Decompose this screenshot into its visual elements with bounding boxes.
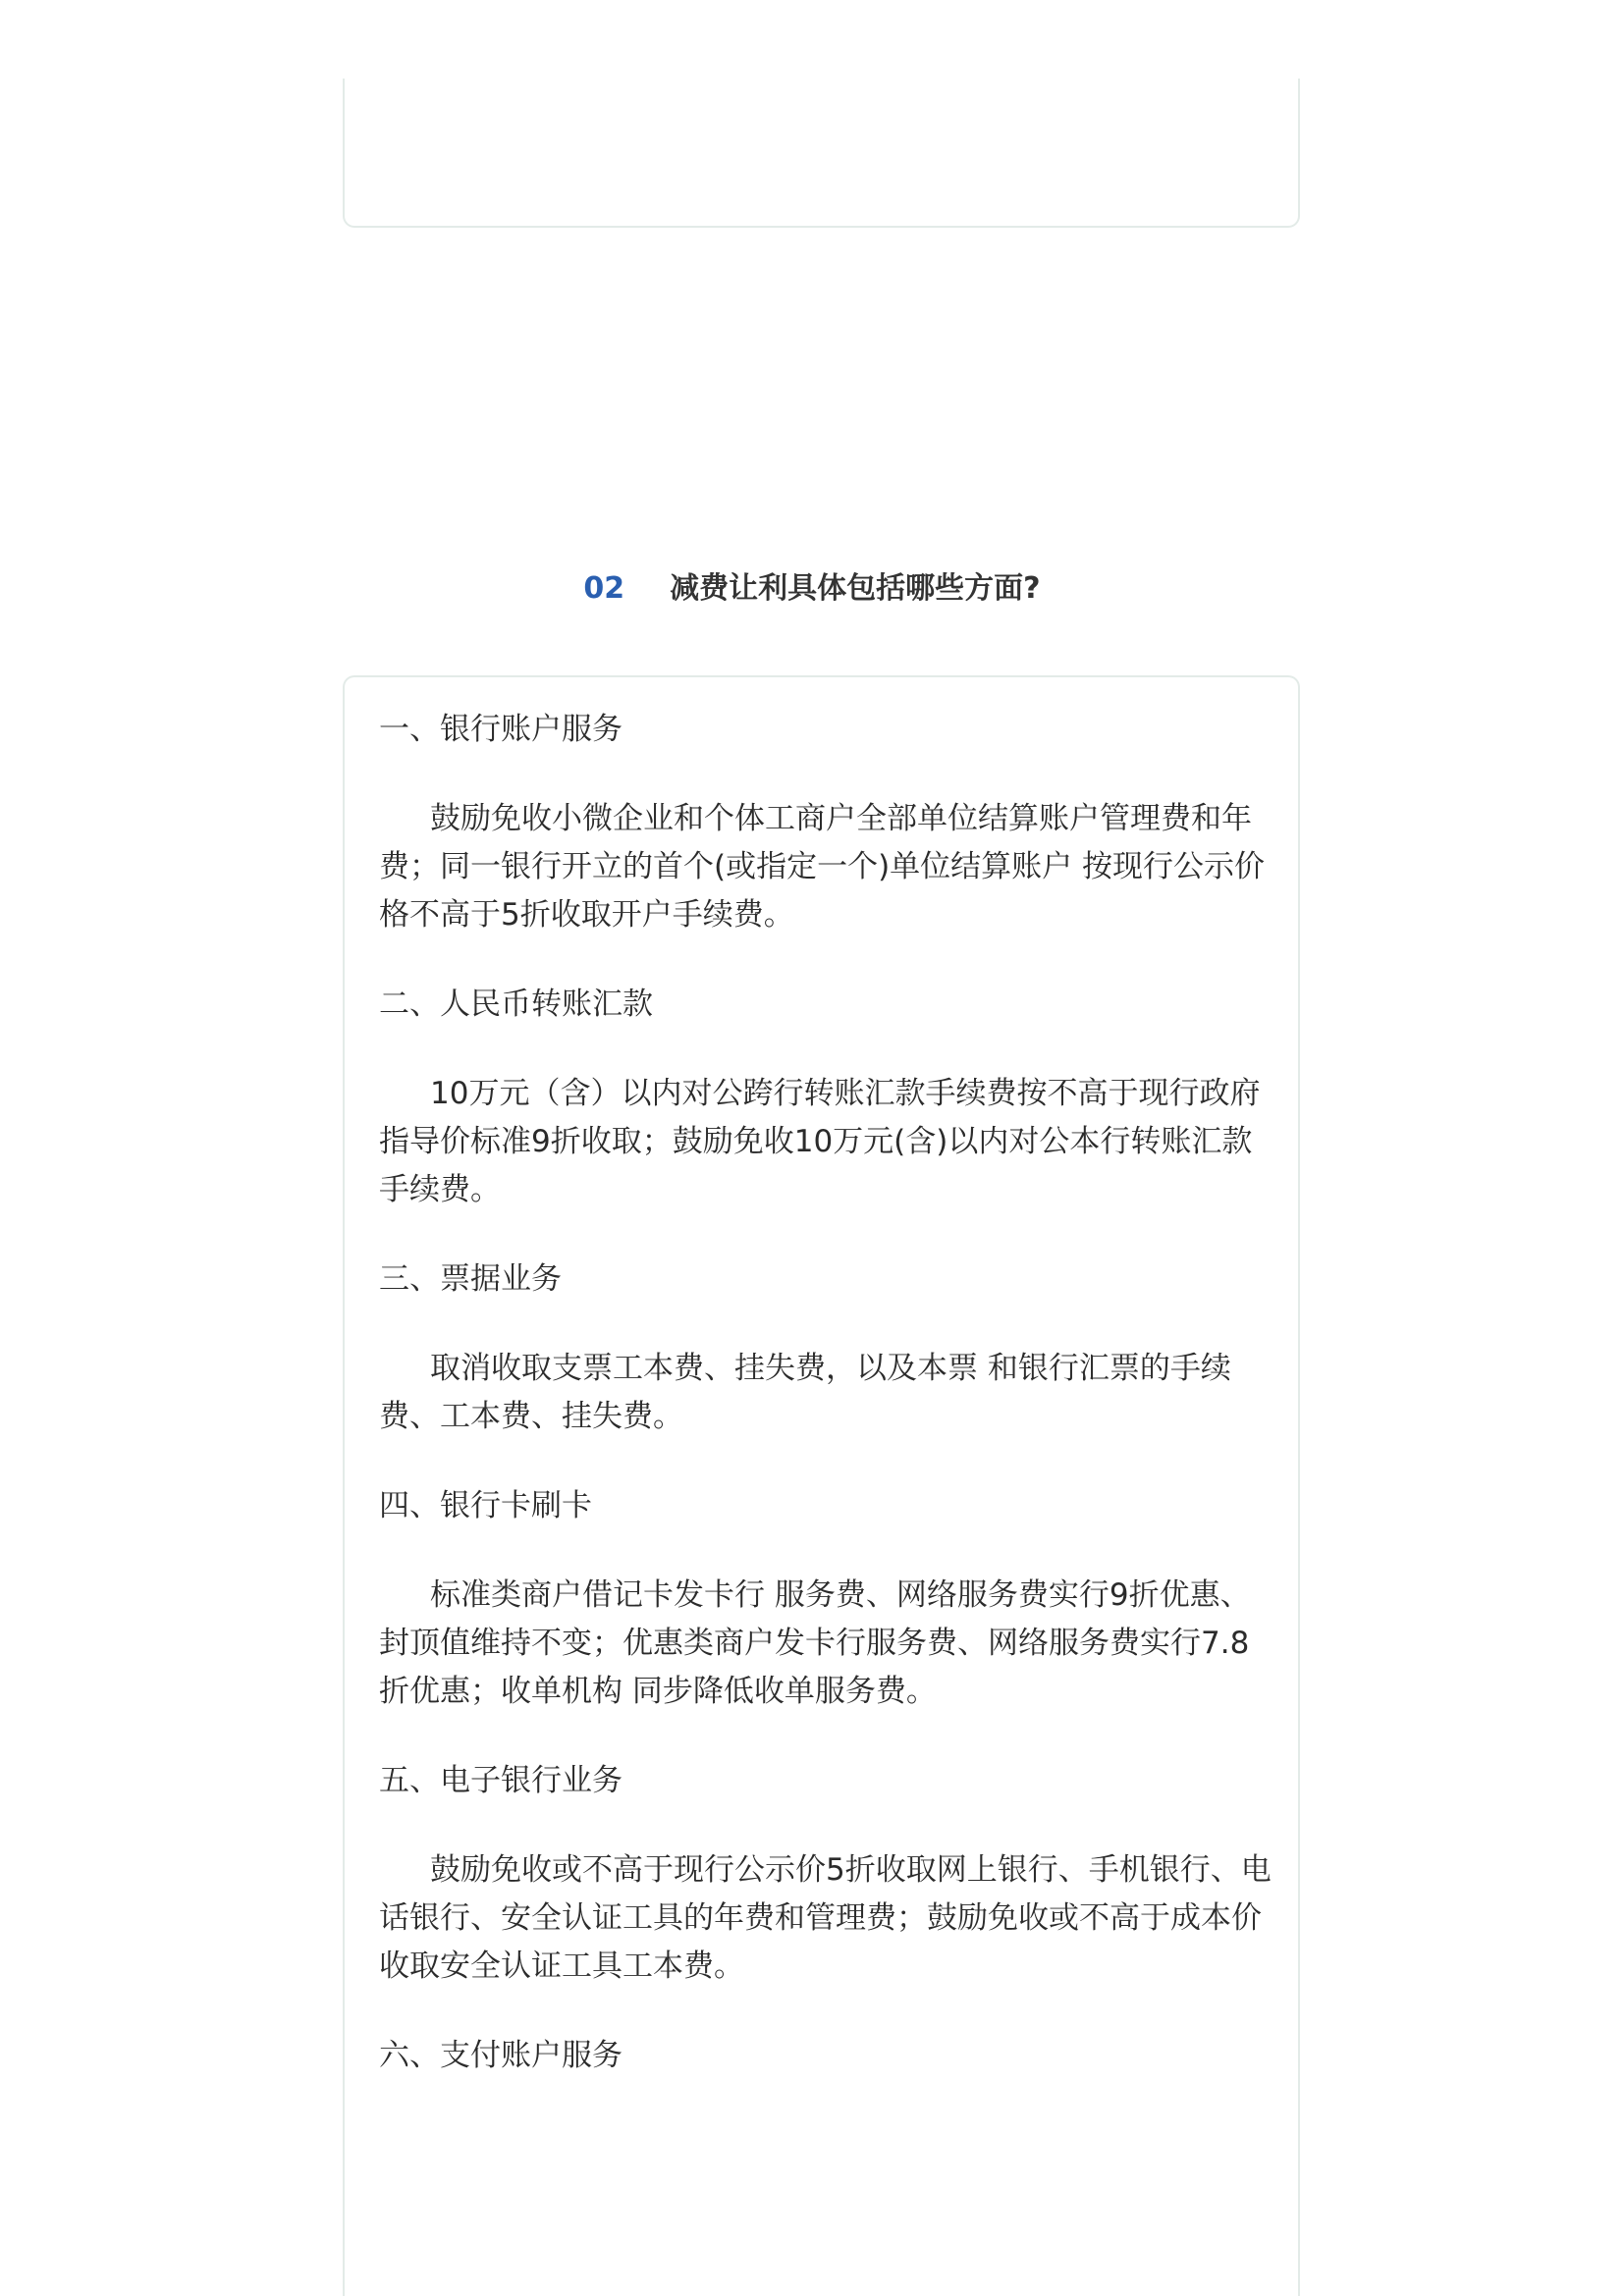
item-body-e-banking: 鼓励免收或不高于现行公示价5折收取网上银行、手机银行、电话银行、安全认证工具的年费和管理费；鼓励免收或不高于成本价收取安全认证工具工本费。 <box>379 1852 1272 1984</box>
section-title: 减费让利具体包括哪些方面? <box>670 571 1041 606</box>
item-heading-e-banking: 五、电子银行业务 <box>379 1763 623 1798</box>
section-number: 02 <box>583 571 625 606</box>
content-body <box>379 705 1272 2080</box>
item-body-account-service: 鼓励免收小微企业和个体工商户全部单位结算账户管理费和年费；同一银行开立的首个(或指定一个)单位结算账户 按现行公示价格不高于5折收取开户手续费。 <box>379 801 1266 933</box>
item-heading-payment-account: 六、支付账户服务 <box>379 2038 623 2073</box>
item-heading-rmb-transfer: 二、人民币转账汇款 <box>379 987 653 1022</box>
item-body-bank-card: 标准类商户借记卡发卡行 服务费、网络服务费实行9折优惠、封顶值维持不变；优惠类商户发卡行服务费、网络服务费实行7.8折优惠；收单机构 同步降低收单服务费。 <box>379 1577 1251 1709</box>
item-body-bills: 取消收取支票工本费、挂失费，以及本票 和银行汇票的手续费、工本费、挂失费。 <box>379 1351 1231 1434</box>
section-heading <box>0 563 1624 614</box>
item-body-rmb-transfer: 10万元（含）以内对公跨行转账汇款手续费按不高于现行政府指导价标准9折收取；鼓励免收10万元(含)以内对公本行转账汇款手续费。 <box>379 1076 1261 1207</box>
previous-content-card <box>343 79 1300 228</box>
item-heading-bills: 三、票据业务 <box>379 1261 562 1297</box>
item-heading-account-service: 一、银行账户服务 <box>379 712 623 747</box>
item-heading-bank-card: 四、银行卡刷卡 <box>379 1488 592 1523</box>
